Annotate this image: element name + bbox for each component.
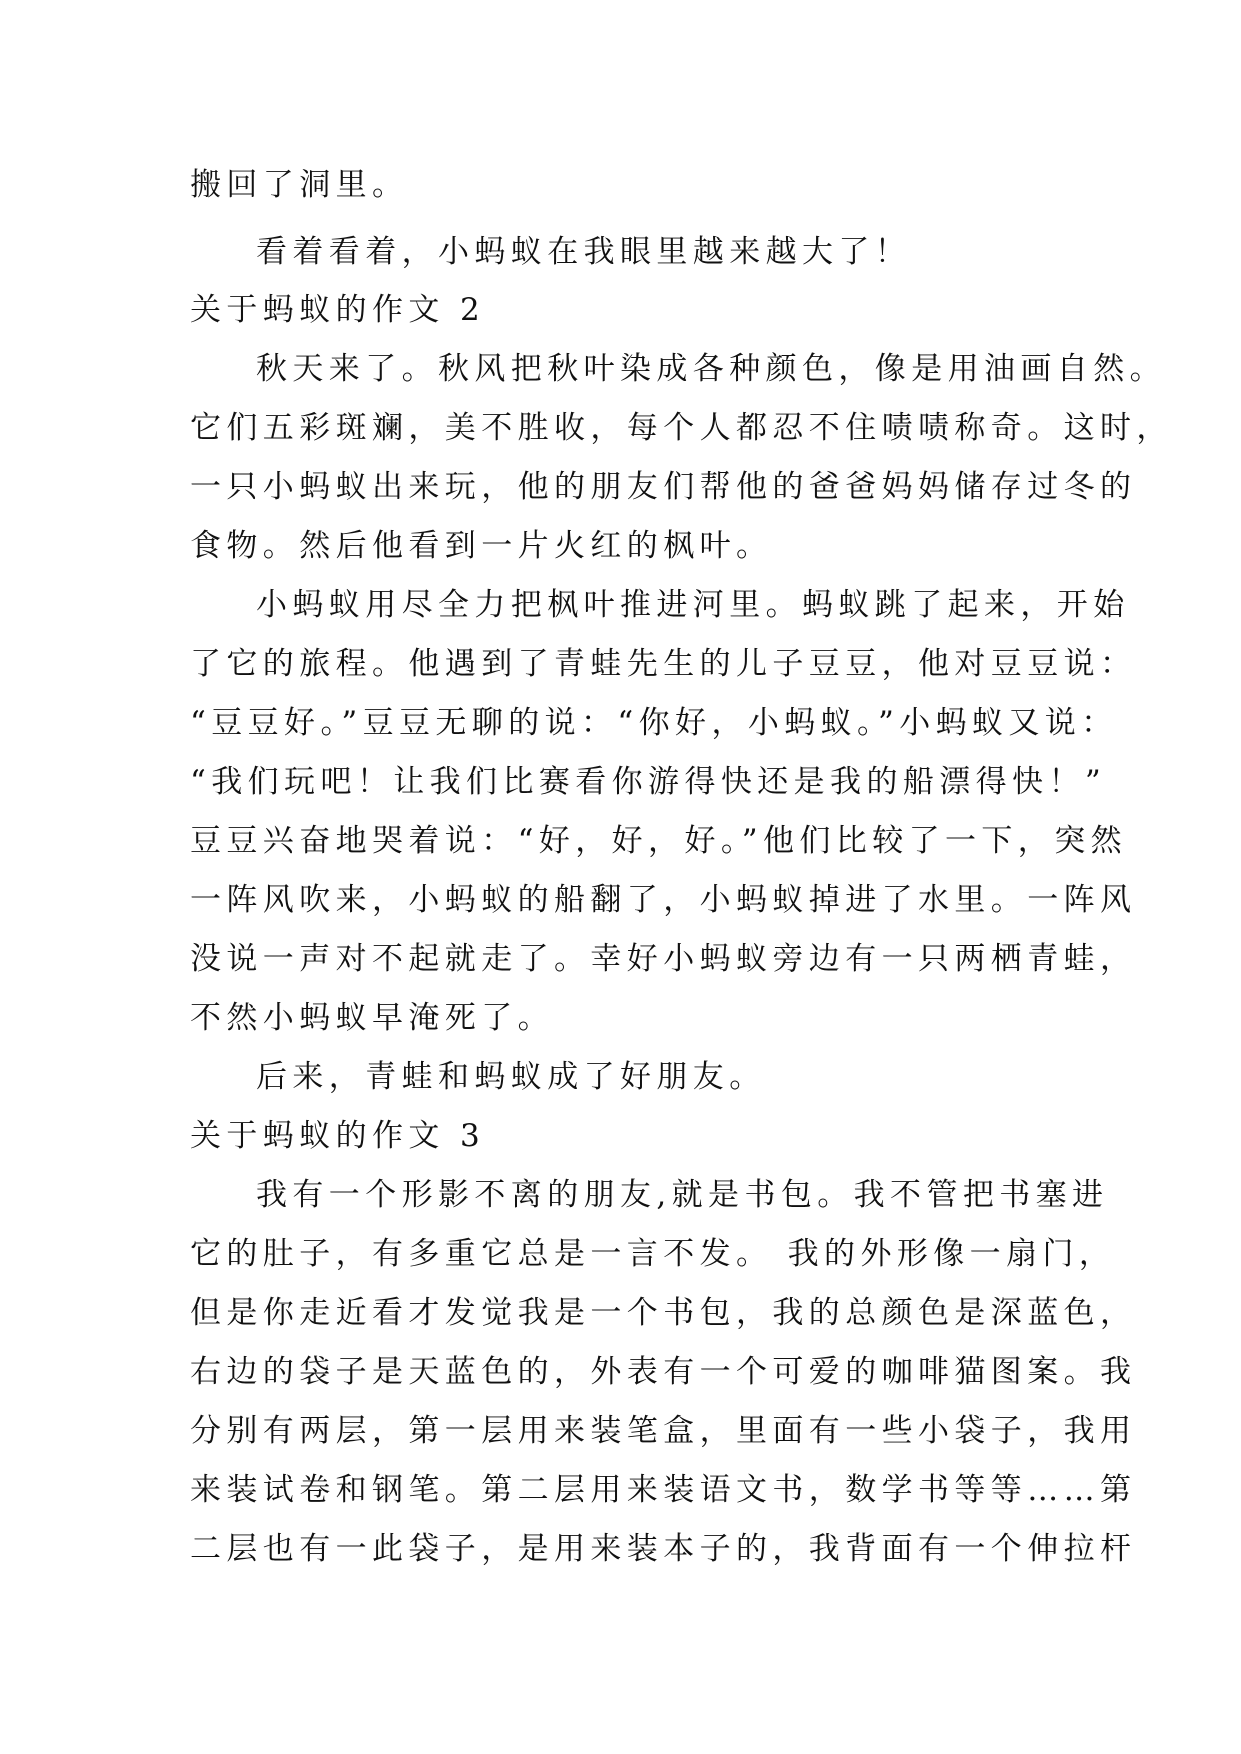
text-line: 后来，青蛙和蚂蚁成了好朋友。 <box>256 1059 766 1095</box>
text-line: 一阵风吹来，小蚂蚁的船翻了，小蚂蚁掉进了水里。一阵风 <box>190 882 1137 918</box>
text-line: 秋天来了。秋风把秋叶染成各种颜色，像是用油画自然。 <box>256 351 1166 387</box>
text-line: 没说一声对不起就走了。幸好小蚂蚁旁边有一只两栖青蛙， <box>190 941 1137 977</box>
text-line: 搬回了洞里。 <box>190 167 409 203</box>
text-line: 一只小蚂蚁出来玩，他的朋友们帮他的爸爸妈妈储存过冬的 <box>190 469 1137 505</box>
text-line: 右边的袋子是天蓝色的，外表有一个可爱的咖啡猫图案。我 <box>190 1354 1137 1390</box>
text-line: 来装试卷和钢笔。第二层用来装语文书，数学书等等……第 <box>190 1472 1137 1508</box>
text-line: 看着看着，小蚂蚁在我眼里越来越大了！ <box>256 234 912 270</box>
text-line: “我们玩吧！让我们比赛看你游得快还是我的船漂得快！” <box>190 764 1107 800</box>
text-line: 它的肚子，有多重它总是一言不发。 我的外形像一扇门， <box>190 1236 1116 1272</box>
text-line: 分别有两层，第一层用来装笔盒，里面有一些小袋子，我用 <box>190 1413 1137 1449</box>
text-line: 小蚂蚁用尽全力把枫叶推进河里。蚂蚁跳了起来，开始 <box>256 587 1130 623</box>
text-line: 了它的旅程。他遇到了青蛙先生的儿子豆豆，他对豆豆说： <box>190 646 1137 682</box>
text-line: 豆豆兴奋地哭着说：“好，好，好。”他们比较了一下，突然 <box>190 823 1127 859</box>
text-line: 食物。然后他看到一片火红的枫叶。 <box>190 528 773 564</box>
text-line: 我有一个形影不离的朋友,就是书包。我不管把书塞进 <box>256 1177 1109 1213</box>
section-heading: 关于蚂蚁的作文 2 <box>190 292 486 328</box>
text-line: “豆豆好。”豆豆无聊的说：“你好，小蚂蚁。”小蚂蚁又说： <box>190 705 1118 741</box>
text-line: 它们五彩斑斓，美不胜收，每个人都忍不住啧啧称奇。这时， <box>190 410 1173 446</box>
text-line: 二层也有一此袋子，是用来装本子的，我背面有一个伸拉杆 <box>190 1531 1137 1567</box>
section-heading: 关于蚂蚁的作文 3 <box>190 1118 486 1154</box>
text-line: 不然小蚂蚁早淹死了。 <box>190 1000 554 1036</box>
text-line: 但是你走近看才发觉我是一个书包，我的总颜色是深蓝色， <box>190 1295 1137 1331</box>
